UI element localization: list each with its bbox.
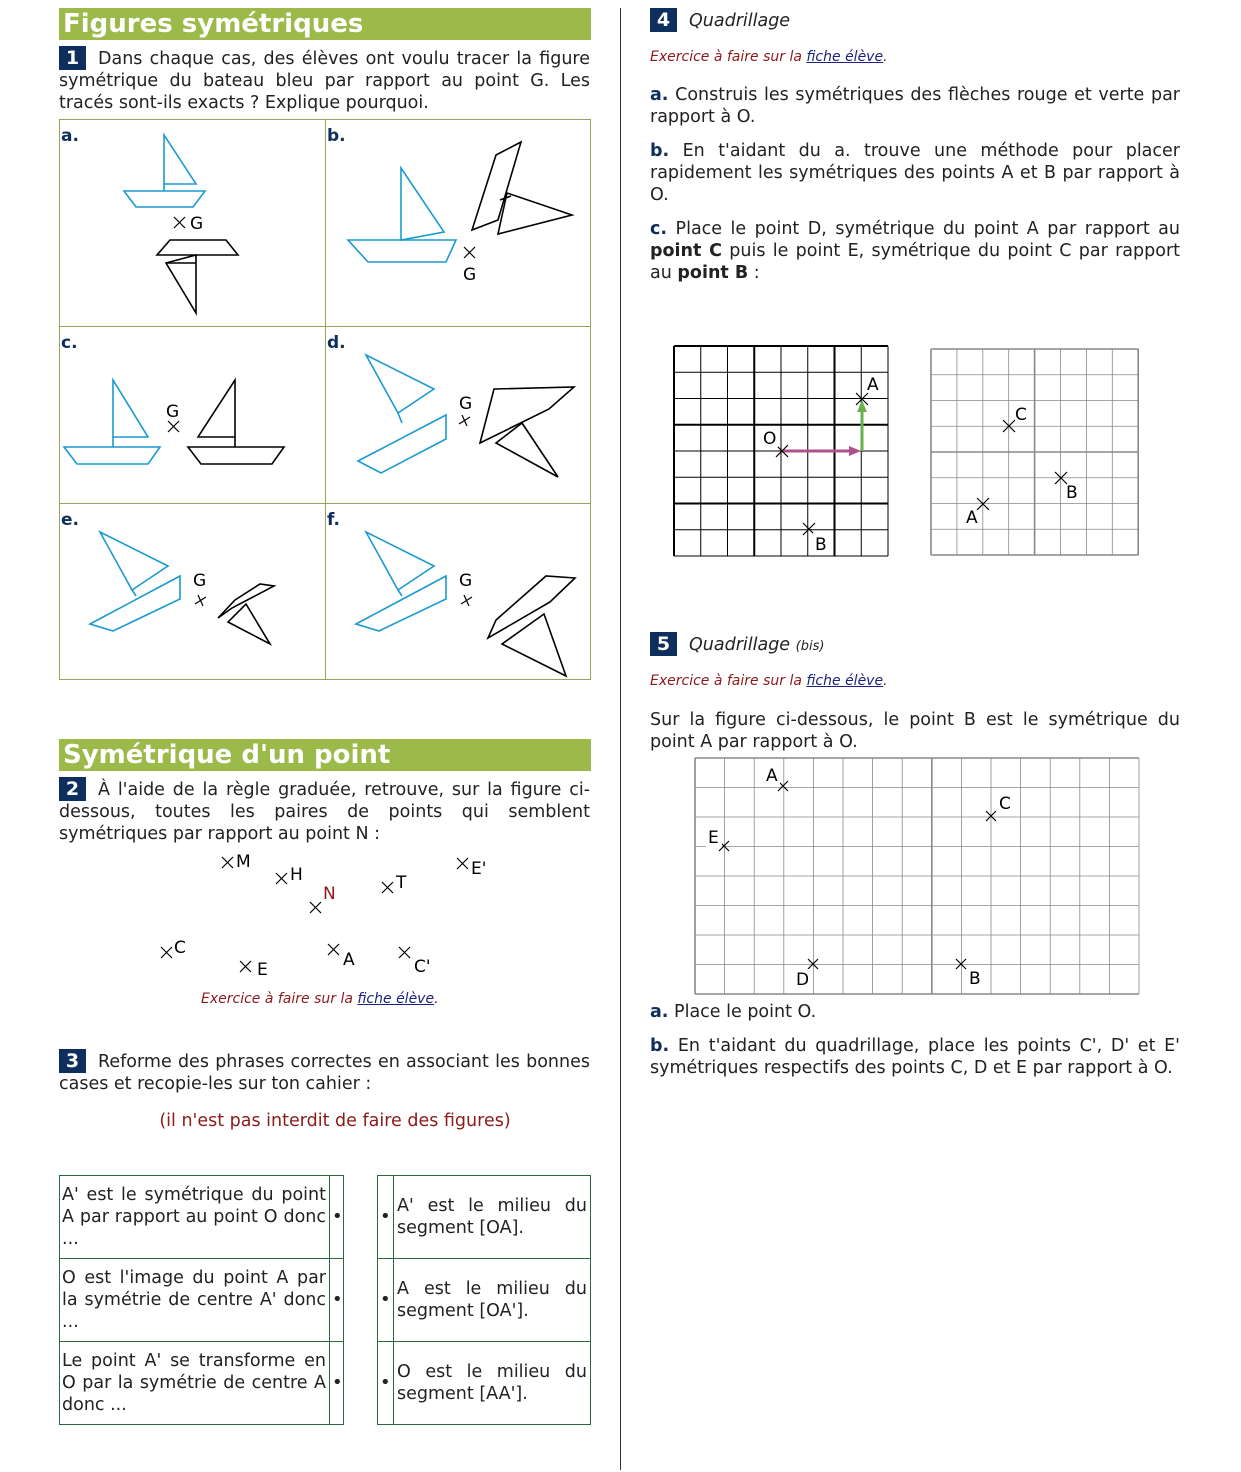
exercise-5-header: 5 Quadrillage (bis) <box>650 632 824 656</box>
points-figure <box>150 848 570 983</box>
point-g-label: G <box>193 571 207 591</box>
figure-c-svg <box>60 327 326 504</box>
section-title-symetrique: Symétrique d'un point <box>59 739 591 771</box>
cell-label: d. <box>327 333 346 353</box>
point-g-marker <box>174 217 185 228</box>
exercise-4-header: 4 Quadrillage <box>650 8 790 32</box>
cell-label: b. <box>327 126 346 146</box>
point-n-label: N <box>323 884 336 904</box>
exercise-4-note: Exercice à faire sur la fiche élève. <box>650 49 888 65</box>
exercise-3-hint: (il n'est pas interdit de faire des figures) <box>159 1111 511 1131</box>
point-g-label: G <box>459 571 473 591</box>
point-d-label: D <box>796 970 810 990</box>
point-o-label: O <box>763 429 777 449</box>
exercise-number-badge: 3 <box>59 1049 86 1073</box>
figure-a-svg <box>60 120 326 327</box>
exercise-5-b: b. En t'aidant du quadrillage, place les points C', D' et E' symétriques respectifs des points C, D et E par rapport à O. <box>650 1036 1180 1078</box>
point-h-label: H <box>290 865 303 885</box>
exercise-4-b: b. En t'aidant du a. trouve une méthode pour placer rapidement les symétriques des points A et B par rapport à O. <box>650 141 1180 205</box>
table-row[interactable]: A' est le symétrique du point A par rapport au point O donc ... • <box>60 1176 343 1259</box>
point-b-label: B <box>969 969 981 989</box>
cell-label: c. <box>61 333 78 353</box>
exercise-2-text: 2 À l'aide de la règle graduée, retrouve, sur la figure ci-dessous, toutes les paires de points qui semblent symétriques par rapport au point N : <box>59 778 590 844</box>
point-a-label: A <box>966 508 978 528</box>
figure-f-svg <box>326 504 591 680</box>
quadrillage-grid-2 <box>930 348 1140 556</box>
exercise-4-c: c. Place le point D, symétrique du point A par rapport au point C puis le point E, symétrique du point C par rapport au point B : <box>650 219 1180 283</box>
exercise-5-note: Exercice à faire sur la fiche élève. <box>650 673 888 689</box>
figure-b-svg <box>326 120 591 327</box>
quadrillage-grid-3 <box>694 757 1140 997</box>
point-c-prime-label: C' <box>414 957 431 977</box>
point-e-prime-label: E' <box>471 859 487 879</box>
exercise-2-note: Exercice à faire sur la fiche élève. <box>201 991 439 1007</box>
point-b-label: B <box>815 535 827 555</box>
section-title-figures: Figures symétriques <box>59 8 591 40</box>
exercise-5-intro: Sur la figure ci-dessous, le point B est le symétrique du point A par rapport à O. <box>650 710 1180 752</box>
point-a-label: A <box>766 766 778 786</box>
column-separator <box>620 8 621 1470</box>
fiche-eleve-link[interactable]: fiche élève <box>357 991 435 1007</box>
figure-cell-f <box>326 504 591 680</box>
point-a-label: A <box>867 375 879 395</box>
exercise-3-text: 3 Reforme des phrases correctes en associant les bonnes cases et recopie-les sur ton cahier : <box>59 1050 590 1094</box>
figure-d-svg <box>326 327 591 504</box>
point-a-label: A <box>343 950 355 970</box>
point-b-label: B <box>1066 483 1078 503</box>
figure-cell-b <box>326 120 591 327</box>
point-g-label: G <box>190 214 204 234</box>
table-row[interactable]: • O est le milieu du segment [AA']. <box>380 1362 587 1404</box>
exercise-5-a: a. Place le point O. <box>650 1002 817 1022</box>
point-g-label: G <box>166 402 180 422</box>
exercise-number-badge: 1 <box>59 46 86 70</box>
matching-table-left <box>59 1175 344 1425</box>
fiche-eleve-link[interactable]: fiche élève <box>806 673 884 689</box>
figure-e-svg <box>60 504 326 680</box>
cell-label: f. <box>327 510 340 530</box>
exercise-number-badge: 5 <box>650 632 677 656</box>
cell-label: e. <box>61 510 79 530</box>
point-e-label: E <box>708 828 719 848</box>
figure-cell-e <box>60 504 326 680</box>
point-c-label: C <box>1015 405 1027 425</box>
figure-cell-d <box>326 327 591 504</box>
table-row[interactable]: O est l'image du point A par la symétrie de centre A' donc ... • <box>60 1259 343 1342</box>
arrow-purple-head <box>849 446 861 456</box>
point-m-label: M <box>236 852 251 872</box>
table-row[interactable]: Le point A' se transforme en O par la symétrie de centre A donc ... • <box>62 1351 343 1415</box>
fiche-eleve-link[interactable]: fiche élève <box>806 49 884 65</box>
exercise-number-badge: 4 <box>650 8 677 32</box>
table-row[interactable]: • A est le milieu du segment [OA']. <box>378 1259 590 1342</box>
boat-figures-grid <box>59 119 591 680</box>
point-g-label: G <box>459 394 473 414</box>
figure-cell-c <box>60 327 326 504</box>
cell-label: a. <box>61 126 79 146</box>
figure-cell-a <box>60 120 326 327</box>
matching-table-right <box>377 1175 591 1425</box>
table-row[interactable]: • A' est le milieu du segment [OA]. <box>378 1176 590 1259</box>
point-c-label: C <box>999 794 1011 814</box>
point-t-label: T <box>396 873 407 893</box>
exercise-number-badge: 2 <box>59 777 86 801</box>
point-g-label: G <box>463 265 477 285</box>
point-e-label: E <box>257 960 268 980</box>
exercise-1-text: 1 Dans chaque cas, des élèves ont voulu tracer la figure symétrique du bateau bleu par rapport au point G. Les tracés sont-ils exacts ? Explique pourquoi. <box>59 47 590 113</box>
point-c-label: C <box>174 938 186 958</box>
exercise-4-a: a. Construis les symétriques des flèches rouge et verte par rapport à O. <box>650 85 1180 127</box>
quadrillage-grid-1 <box>673 345 891 557</box>
